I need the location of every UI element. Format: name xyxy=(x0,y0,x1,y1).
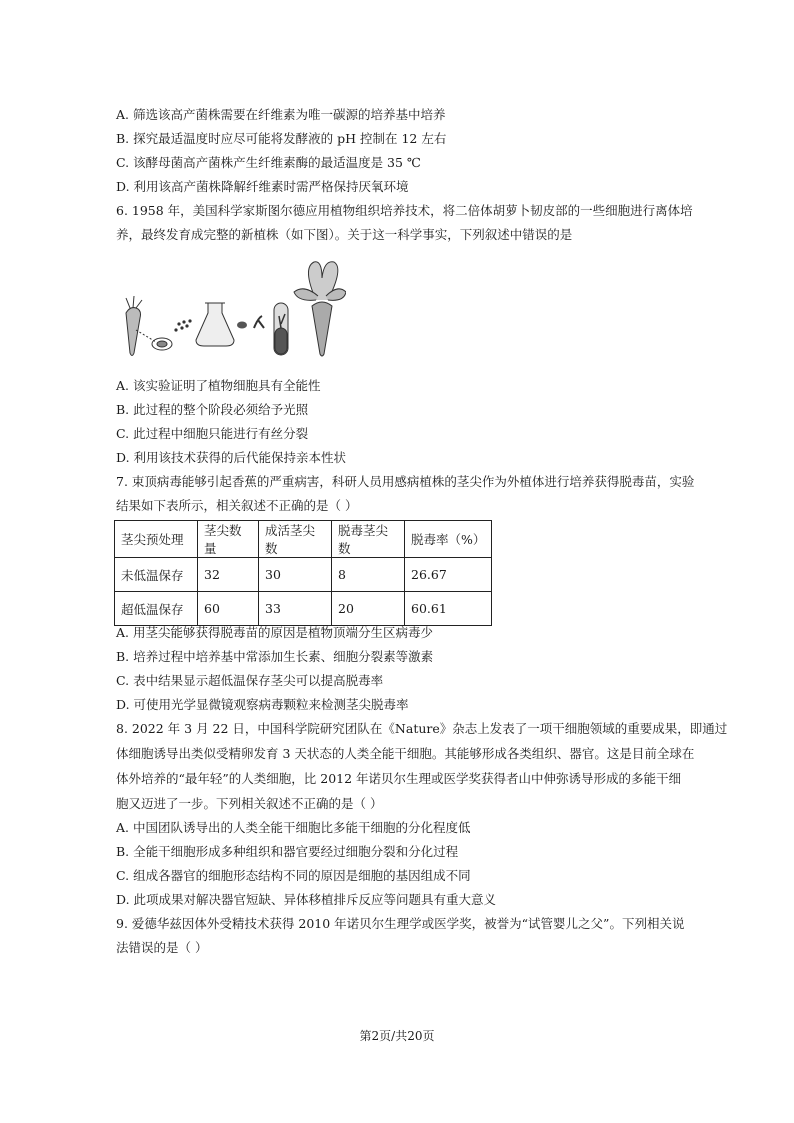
table-row xyxy=(115,558,492,592)
carrot-plant-icon xyxy=(294,262,346,356)
q6-option-c: C. 此过程中细胞只能进行有丝分裂 xyxy=(116,426,309,441)
q8-stem-line-3: 体外培养的“最年轻”的人类细胞，比 2012 年诺贝尔生理或医学奖获得者山中伸弥诱导形成的多能干细 xyxy=(116,771,682,786)
q8-stem-line-4: 胞又迈进了一步。下列相关叙述不正确的是（ ） xyxy=(116,796,383,811)
table-header-cell: 脱毒率（%） xyxy=(405,521,492,558)
table-header-cell: 脱毒茎尖数 xyxy=(332,521,405,558)
carrot-tissue-culture-figure xyxy=(116,258,346,366)
q8-option-c: C. 组成各器官的细胞形态结构不同的原因是细胞的基因组成不同 xyxy=(116,868,471,883)
test-tube-icon xyxy=(274,303,288,355)
q8-option-d: D. 此项成果对解决器官短缺、异体移植排斥反应等问题具有重大意义 xyxy=(116,892,497,907)
q8-stem-line-2: 体细胞诱导出类似受精卵发育 3 天状态的人类全能干细胞。其能够形成各类组织、器官。这是目前全球在 xyxy=(116,746,695,761)
table-cell: 20 xyxy=(332,592,405,626)
table-cell: 32 xyxy=(198,558,259,592)
flask-icon xyxy=(196,303,234,346)
table-cell: 8 xyxy=(332,558,405,592)
q5-option-c: C. 该酵母菌高产菌株产生纤维素酶的最适温度是 35 ℃ xyxy=(116,155,421,170)
table-cell: 60.61 xyxy=(405,592,492,626)
cell-clusters-icon xyxy=(174,319,191,331)
table-cell: 60 xyxy=(198,592,259,626)
q5-option-d: D. 利用该高产菌株降解纤维素时需严格保持厌氧环境 xyxy=(116,179,409,194)
virus-free-table xyxy=(114,520,492,626)
q9-stem-line-1: 9. 爱德华兹因体外受精技术获得 2010 年诺贝尔生理学或医学奖，被誉为“试管婴儿之父”。下列相关说 xyxy=(116,916,685,931)
plantlet-icon xyxy=(254,316,264,328)
q8-stem-line-1: 8. 2022 年 3 月 22 日，中国科学院研究团队在《Nature》杂志上发表了一项干细胞领域的重要成果，即通过 xyxy=(116,721,728,736)
q7-stem-line-1: 7. 束顶病毒能够引起香蕉的严重病害，科研人员用感病植株的茎尖作为外植体进行培养获得脱毒苗，实验 xyxy=(116,474,695,489)
table-row xyxy=(115,592,492,626)
table-header-cell: 茎尖数量 xyxy=(198,521,259,558)
q8-option-b: B. 全能干细胞形成多种组织和器官要经过细胞分裂和分化过程 xyxy=(116,844,459,859)
q6-option-d: D. 利用该技术获得的后代能保持亲本性状 xyxy=(116,450,347,465)
q7-option-d: D. 可使用光学显微镜观察病毒颗粒来检测茎尖脱毒率 xyxy=(116,697,409,712)
q5-option-a: A. 筛选该高产菌株需要在纤维素为唯一碳源的培养基中培养 xyxy=(116,107,446,122)
table-header-cell: 成活茎尖数 xyxy=(259,521,332,558)
table-header-cell: 茎尖预处理 xyxy=(115,521,198,558)
q7-option-c: C. 表中结果显示超低温保存茎尖可以提高脱毒率 xyxy=(116,673,384,688)
q6-stem-line-2: 养，最终发育成完整的新植株（如下图）。关于这一科学事实，下列叙述中错误的是 xyxy=(116,227,573,242)
q6-option-b: B. 此过程的整个阶段必须给予光照 xyxy=(116,402,309,417)
q6-stem-line-1: 6. 1958 年，美国科学家斯图尔德应用植物组织培养技术，将二倍体胡萝卜韧皮部的一些细胞进行离体培 xyxy=(116,203,693,218)
q7-option-a: A. 用茎尖能够获得脱毒苗的原因是植物顶端分生区病毒少 xyxy=(116,625,433,640)
table-cell: 30 xyxy=(259,558,332,592)
table-cell: 未低温保存 xyxy=(115,558,198,592)
q8-option-a: A. 中国团队诱导出的人类全能干细胞比多能干细胞的分化程度低 xyxy=(116,820,471,835)
embryoid-icon xyxy=(237,322,247,329)
table-header-row xyxy=(115,521,492,558)
q9-stem-line-2: 法错误的是（ ） xyxy=(116,940,208,955)
q7-stem-line-2: 结果如下表所示，相关叙述不正确的是（ ） xyxy=(116,498,358,513)
carrot-icon xyxy=(126,296,142,356)
table-cell: 33 xyxy=(259,592,332,626)
q7-option-b: B. 培养过程中培养基中常添加生长素、细胞分裂素等激素 xyxy=(116,649,434,664)
q5-option-b: B. 探究最适温度时应尽可能将发酵液的 pH 控制在 12 左右 xyxy=(116,131,447,146)
table-cell: 超低温保存 xyxy=(115,592,198,626)
table-cell: 26.67 xyxy=(405,558,492,592)
petri-dish-icon xyxy=(152,338,172,350)
q6-option-a: A. 该实验证明了植物细胞具有全能性 xyxy=(116,378,321,393)
page-number: 第2页/共20页 xyxy=(359,1029,435,1043)
